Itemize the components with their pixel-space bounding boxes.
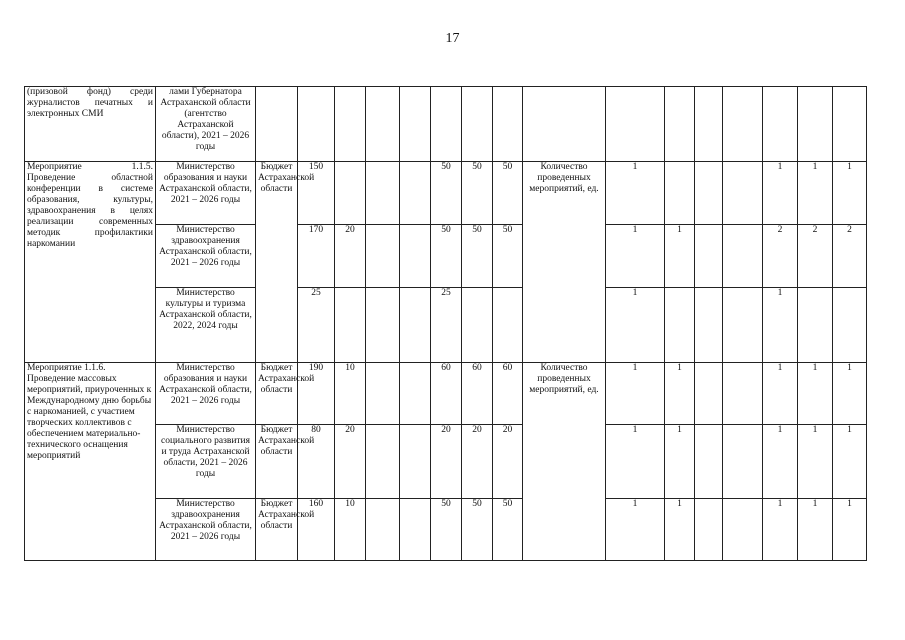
- measure-cell: Мероприятие 1.1.6. Проведение массовых мероприятий, приуроченных к Международному дню борьбы с наркоманией, с участием творческих коллективов с обеспечением материально-технического оснащения мероприятий: [25, 363, 156, 561]
- executor-cell: Министерство здравоохранения Астраханской области, 2021 – 2026 годы: [156, 225, 256, 288]
- source-cell: [256, 87, 298, 162]
- indicator-value-cell: [695, 87, 723, 162]
- indicator-value-cell: 1: [798, 499, 833, 561]
- source-cell: Бюджет Астраханской области: [256, 162, 298, 363]
- year-cell: [400, 225, 431, 288]
- year-cell: 50: [493, 162, 523, 225]
- source-cell: Бюджет Астраханской области: [256, 425, 298, 499]
- year-cell: 20: [431, 425, 462, 499]
- year-cell: [400, 499, 431, 561]
- total-cell: 80: [298, 425, 335, 499]
- year-cell: 50: [493, 499, 523, 561]
- year-cell: 50: [431, 162, 462, 225]
- executor-cell: Министерство образования и науки Астраханской области, 2021 – 2026 годы: [156, 363, 256, 425]
- indicator-value-cell: [833, 288, 867, 363]
- indicator-value-cell: [695, 425, 723, 499]
- indicator-value-cell: 1: [665, 425, 695, 499]
- indicator-value-cell: 1: [798, 363, 833, 425]
- indicator-value-cell: [833, 87, 867, 162]
- indicator-value-cell: [695, 363, 723, 425]
- total-cell: 150: [298, 162, 335, 225]
- year-cell: [431, 87, 462, 162]
- indicator-value-cell: 1: [763, 288, 798, 363]
- indicator-value-cell: [695, 499, 723, 561]
- year-cell: 20: [493, 425, 523, 499]
- table-row: [25, 87, 867, 162]
- year-cell: 20: [335, 425, 366, 499]
- year-cell: 50: [431, 225, 462, 288]
- executor-cell: Министерство культуры и туризма Астраханской области, 2022, 2024 годы: [156, 288, 256, 363]
- total-cell: 170: [298, 225, 335, 288]
- indicator-value-cell: 1: [763, 363, 798, 425]
- source-cell: Бюджет Астраханской области: [256, 499, 298, 561]
- executor-cell: Министерство образования и науки Астраханской области, 2021 – 2026 годы: [156, 162, 256, 225]
- indicator-value-cell: 1: [798, 162, 833, 225]
- executor-cell: Министерство здравоохранения Астраханской области, 2021 – 2026 годы: [156, 499, 256, 561]
- indicator-value-cell: 1: [763, 499, 798, 561]
- year-cell: 50: [493, 225, 523, 288]
- executor-cell: Министерство социального развития и труда Астраханской области, 2021 – 2026 годы: [156, 425, 256, 499]
- indicator-value-cell: [665, 162, 695, 225]
- indicator-value-cell: 2: [763, 225, 798, 288]
- indicator-value-cell: [798, 87, 833, 162]
- indicator-value-cell: 1: [665, 499, 695, 561]
- indicator-value-cell: [606, 87, 665, 162]
- year-cell: [493, 288, 523, 363]
- indicator-cell: Количество проведенных мероприятий, ед.: [523, 363, 606, 561]
- year-cell: 20: [462, 425, 493, 499]
- year-cell: [335, 288, 366, 363]
- year-cell: [400, 363, 431, 425]
- indicator-value-cell: 1: [606, 499, 665, 561]
- indicator-value-cell: [665, 87, 695, 162]
- indicator-value-cell: 2: [798, 225, 833, 288]
- year-cell: 50: [462, 225, 493, 288]
- indicator-value-cell: 1: [606, 162, 665, 225]
- year-cell: 25: [431, 288, 462, 363]
- total-cell: [298, 87, 335, 162]
- indicator-value-cell: 2: [833, 225, 867, 288]
- year-cell: 60: [431, 363, 462, 425]
- indicator-value-cell: [695, 288, 723, 363]
- year-cell: 50: [462, 499, 493, 561]
- indicator-value-cell: 1: [606, 425, 665, 499]
- indicator-value-cell: [763, 87, 798, 162]
- indicator-value-cell: 1: [833, 363, 867, 425]
- indicator-value-cell: [665, 288, 695, 363]
- executor-cell: лами Губернатора Астраханской области (агентство Астраханской области), 2021 – 2026 годы: [156, 87, 256, 162]
- year-cell: [366, 87, 400, 162]
- year-cell: 10: [335, 363, 366, 425]
- indicator-value-cell: 1: [763, 425, 798, 499]
- indicator-cell: Количество проведенных мероприятий, ед.: [523, 162, 606, 363]
- indicator-value-cell: [695, 225, 723, 288]
- year-cell: 50: [462, 162, 493, 225]
- indicator-value-cell: 1: [606, 225, 665, 288]
- indicator-value-cell: [723, 425, 763, 499]
- indicator-value-cell: [723, 225, 763, 288]
- indicator-value-cell: 1: [665, 225, 695, 288]
- indicator-value-cell: 1: [833, 425, 867, 499]
- year-cell: [400, 162, 431, 225]
- year-cell: [335, 162, 366, 225]
- year-cell: [493, 87, 523, 162]
- year-cell: [462, 87, 493, 162]
- year-cell: [462, 288, 493, 363]
- year-cell: 20: [335, 225, 366, 288]
- year-cell: [366, 225, 400, 288]
- table-row: [25, 363, 867, 425]
- total-cell: 190: [298, 363, 335, 425]
- year-cell: 50: [431, 499, 462, 561]
- year-cell: [400, 288, 431, 363]
- year-cell: [335, 87, 366, 162]
- total-cell: 25: [298, 288, 335, 363]
- year-cell: [366, 499, 400, 561]
- measure-cell: (призовой фонд) среди журналистов печатных и электронных СМИ: [25, 87, 156, 162]
- indicator-value-cell: [723, 288, 763, 363]
- year-cell: [366, 363, 400, 425]
- indicator-value-cell: 1: [798, 425, 833, 499]
- indicator-value-cell: [723, 363, 763, 425]
- indicator-value-cell: [723, 499, 763, 561]
- indicator-value-cell: [798, 288, 833, 363]
- measure-cell: Мероприятие 1.1.5. Проведение областной конференции в системе образования, культуры, здравоохранения в целях реализации современных методик профилактики наркомании: [25, 162, 156, 363]
- indicator-value-cell: [723, 87, 763, 162]
- indicator-value-cell: [695, 162, 723, 225]
- year-cell: 10: [335, 499, 366, 561]
- table-row: [25, 162, 867, 225]
- year-cell: [400, 425, 431, 499]
- indicator-cell: [523, 87, 606, 162]
- indicator-value-cell: 1: [763, 162, 798, 225]
- program-table: [24, 86, 867, 561]
- year-cell: [366, 425, 400, 499]
- source-cell: Бюджет Астраханской области: [256, 363, 298, 425]
- total-cell: 160: [298, 499, 335, 561]
- indicator-value-cell: 1: [833, 499, 867, 561]
- year-cell: [400, 87, 431, 162]
- indicator-value-cell: 1: [665, 363, 695, 425]
- year-cell: [366, 162, 400, 225]
- indicator-value-cell: 1: [606, 363, 665, 425]
- year-cell: 60: [493, 363, 523, 425]
- indicator-value-cell: 1: [606, 288, 665, 363]
- indicator-value-cell: [723, 162, 763, 225]
- page-number: 17: [445, 31, 460, 46]
- year-cell: [366, 288, 400, 363]
- year-cell: 60: [462, 363, 493, 425]
- indicator-value-cell: 1: [833, 162, 867, 225]
